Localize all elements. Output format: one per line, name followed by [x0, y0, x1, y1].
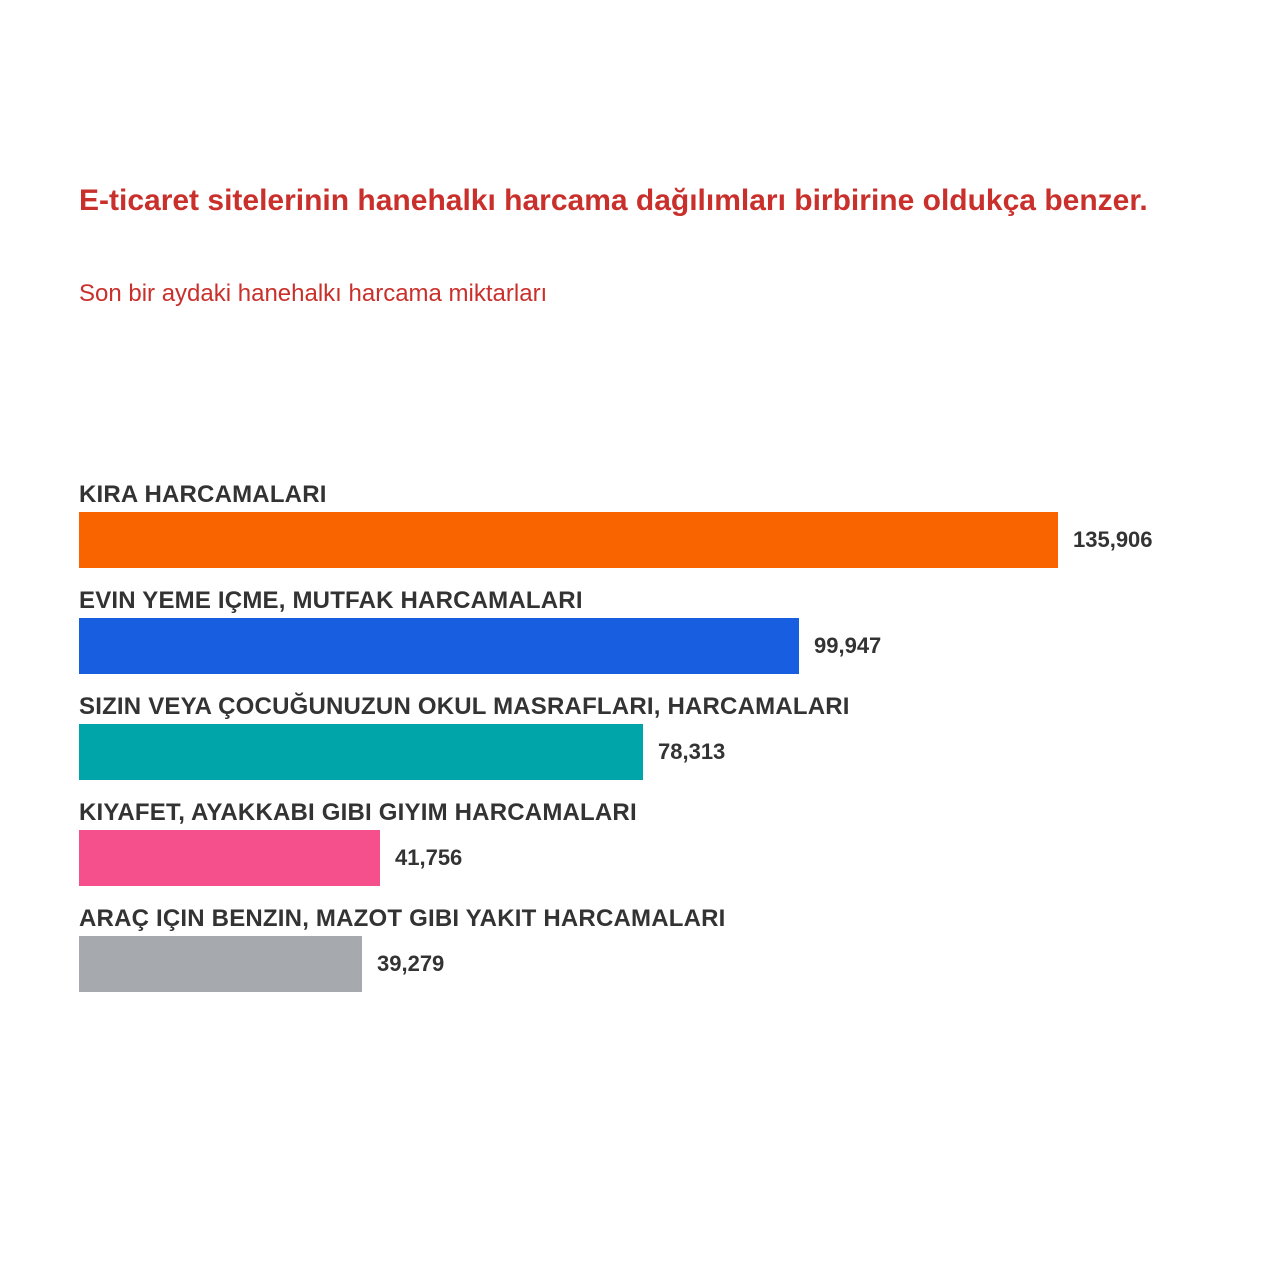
- bar-value-label: 135,906: [1073, 527, 1153, 552]
- bar-value-label: 39,279: [377, 951, 445, 976]
- bar-row: [79, 584, 1219, 690]
- bar-row: [79, 796, 1219, 902]
- bar-category-label: SIZIN VEYA ÇOCUĞUNUZUN OKUL MASRAFLARI, HARCAMALARI: [79, 693, 850, 720]
- bar-value-label: 78,313: [658, 739, 726, 764]
- bar-category-label: EVIN YEME IÇME, MUTFAK HARCAMALARI: [79, 587, 583, 614]
- bar-category-label: KIYAFET, AYAKKABI GIBI GIYIM HARCAMALARI: [79, 799, 637, 826]
- bar-row: [79, 902, 1219, 1008]
- bar: [79, 936, 362, 992]
- bar: [79, 830, 380, 886]
- bar-value-label: 99,947: [814, 633, 882, 658]
- bar-row: [79, 690, 1219, 796]
- bar-row: [79, 478, 1219, 584]
- bar: [79, 512, 1058, 568]
- bar-value-label: 41,756: [395, 845, 463, 870]
- bar-category-label: KIRA HARCAMALARI: [79, 481, 327, 508]
- chart-title: E-ticaret sitelerinin hanehalkı harcama dağılımları birbirine oldukça benzer.: [79, 184, 1148, 217]
- bar: [79, 724, 643, 780]
- bar: [79, 618, 799, 674]
- chart-subtitle: Son bir aydaki hanehalkı harcama miktarları: [79, 280, 548, 307]
- bar-category-label: ARAÇ IÇIN BENZIN, MAZOT GIBI YAKIT HARCAMALARI: [79, 905, 726, 932]
- bar-chart: [79, 478, 1219, 998]
